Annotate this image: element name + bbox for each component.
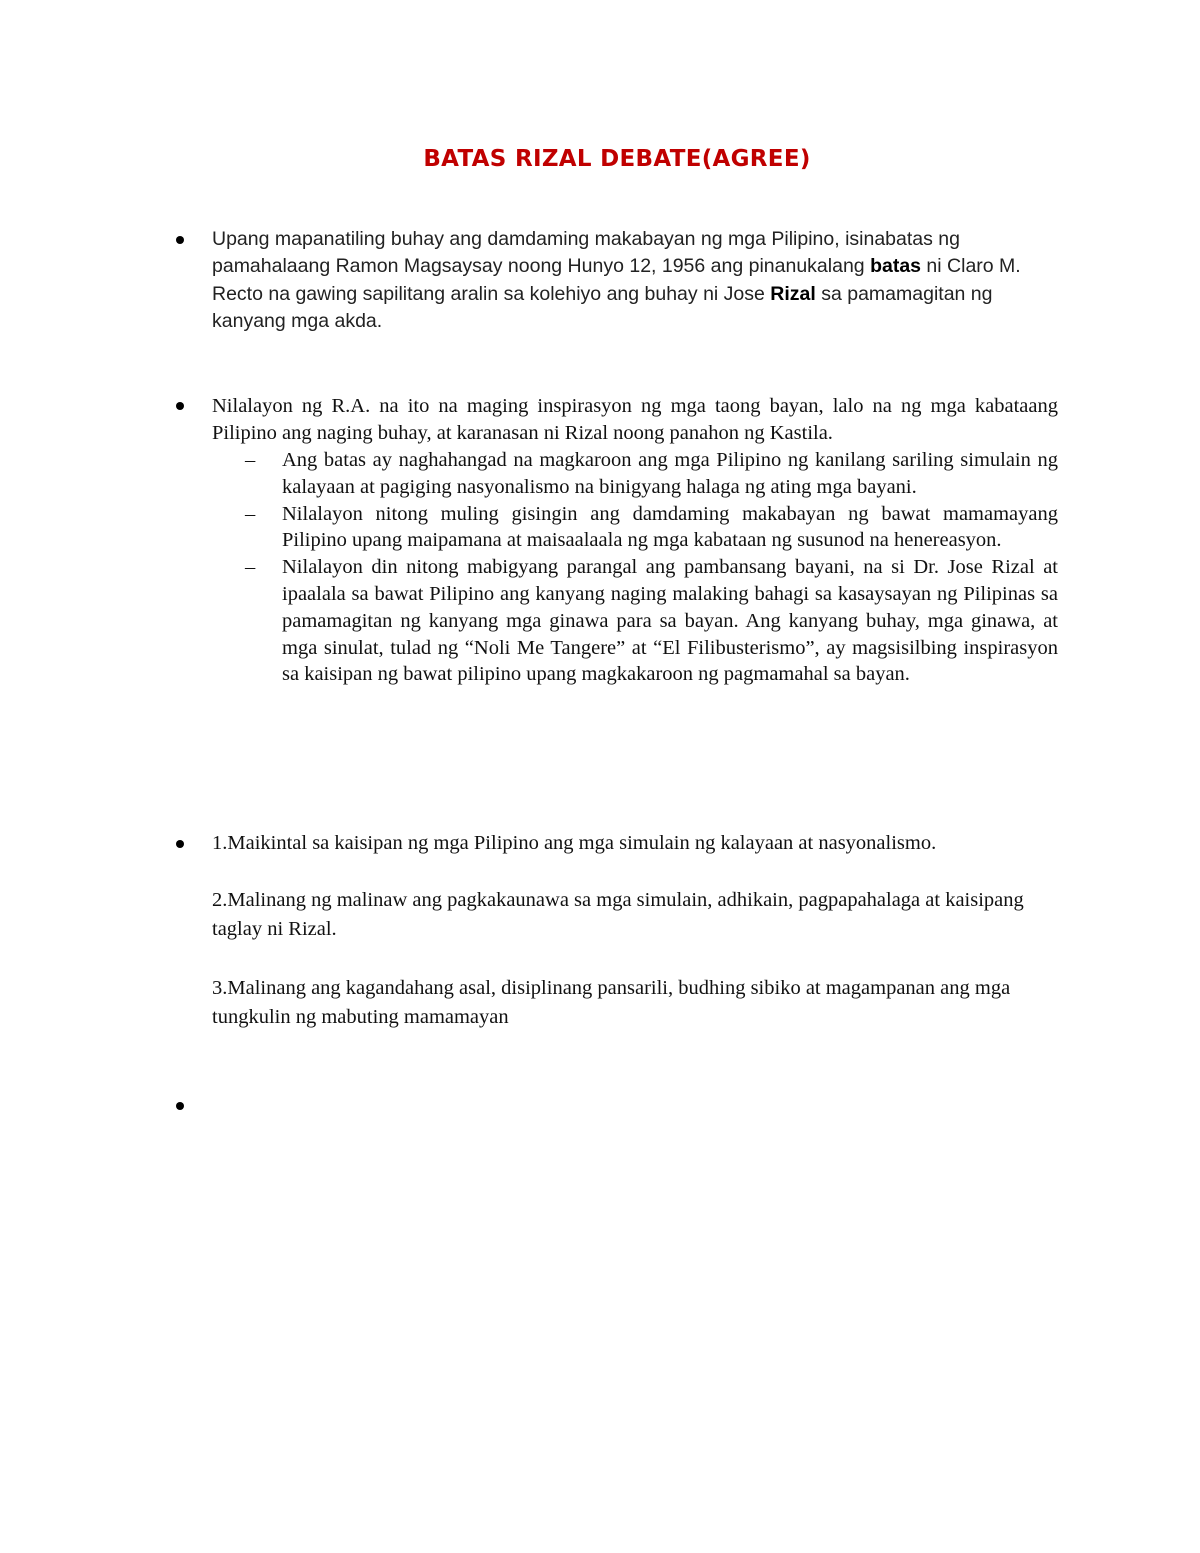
dash-marker: – bbox=[245, 449, 256, 471]
document-title: BATAS RIZAL DEBATE(AGREE) bbox=[423, 146, 811, 172]
numbered-item-1: 1.Maikintal sa kaisipan ng mga Pilipino ang mga simulain ng kalayaan at nasyonalismo. bbox=[212, 832, 937, 854]
sub-list-item-text: Nilalayon nitong muling gisingin ang damdaming makabayan ng bawat mamamayang Pilipino upang maipamana at maisaalaala ng mga kabataan ng susunod na henereasyon. bbox=[282, 502, 1058, 552]
paragraph-text: sa pamamagitan ng kanyang mga akda. bbox=[212, 282, 993, 332]
paragraph-text: Upang mapanatiling buhay ang damdaming makabayan ng mga Pilipino, isinabatas ng pamahalaang Ramon Magsaysay noong Hunyo 12, 1956 ang pinanukalang bbox=[212, 228, 960, 278]
bullet-icon bbox=[176, 236, 184, 244]
bullet-icon bbox=[176, 840, 184, 848]
sub-list-item bbox=[245, 501, 1058, 555]
numbered-item-2: 2.Malinang ng malinaw ang pagkakaunawa sa mga simulain, adhikain, pagpapahalaga at kaisipang taglay ni Rizal. bbox=[212, 889, 1024, 940]
sub-list-item bbox=[245, 447, 1058, 501]
sub-list-item-text: Ang batas ay naghahangad na magkaroon ang mga Pilipino ng kanilang sariling simulain ng kalayaan at pagiging nasyonalismo na binigyang halaga ng ating mga bayani. bbox=[282, 449, 1058, 498]
dash-marker: – bbox=[245, 556, 256, 579]
bullet-icon bbox=[176, 402, 184, 410]
sub-list-item-text: Nilalayon din nitong mabigyang parangal ang pambansang bayani, na si Dr. Jose Rizal at ipaalala sa bawat Pilipino ang kanyang naging malaking bahagi sa kasaysayan ng Pilipinas sa pamamagitan ng kanyang mga ginawa para sa bayan. Ang kanyang buhay, mga ginawa, at mga sinulat, tulad ng “Noli Me Tangere” at “El Filibusterismo”, ay magsisilbing inspirasyon sa kaisipan ng bawat pilipino upang magkakaroon ng pagmamahal sa bayan. bbox=[282, 556, 1058, 686]
bold-word-batas: batas bbox=[870, 255, 922, 278]
paragraph-text: ni Claro M. Recto na gawing sapilitang aralin sa kolehiyo ang buhay ni Jose bbox=[212, 255, 1021, 305]
bold-word-rizal: Rizal bbox=[770, 282, 816, 305]
sub-list bbox=[245, 447, 1058, 688]
dash-marker: – bbox=[245, 502, 256, 525]
sub-list-item bbox=[245, 554, 1058, 688]
paragraph-recto-law bbox=[212, 226, 1062, 335]
paragraph-ra-purpose: Nilalayon ng R.A. na ito na maging inspirasyon ng mga taong bayan, lalo na ng mga kabataang Pilipino ang naging buhay, at karanasan ni Rizal noong panahon ng Kastila. bbox=[212, 395, 1058, 444]
numbered-item-3: 3.Malinang ang kagandahang asal, disiplinang pansarili, budhing sibiko at magampanan ang mga tungkulin ng mabuting mamamayan bbox=[212, 977, 1011, 1028]
empty-bullet-icon bbox=[176, 1102, 184, 1110]
